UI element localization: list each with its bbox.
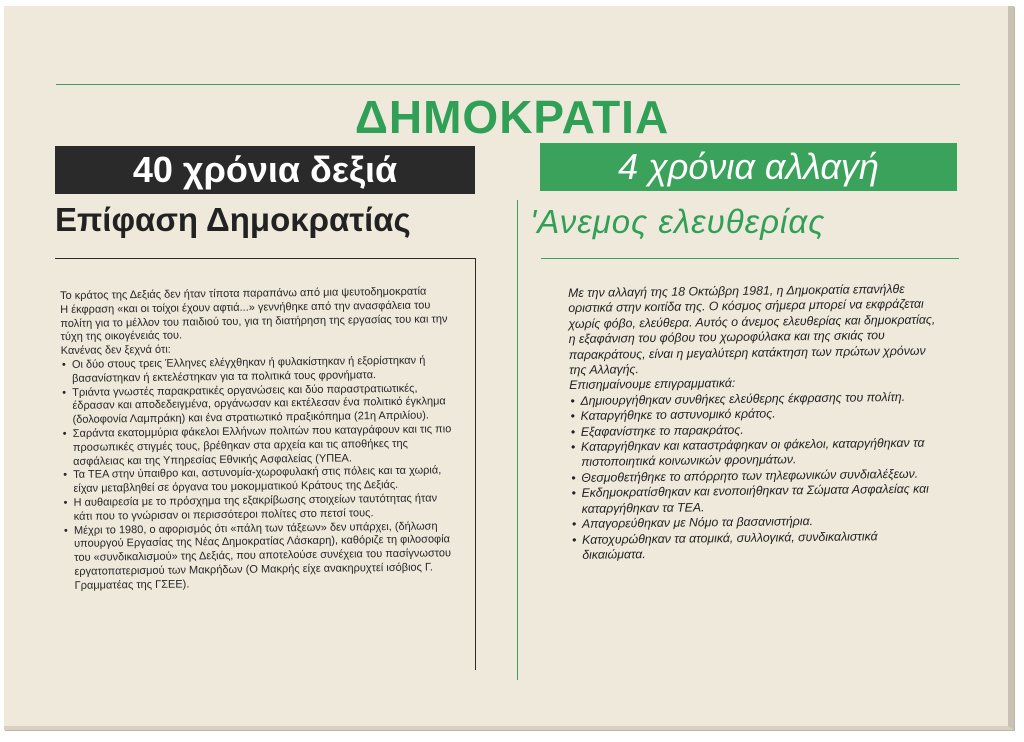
right-bullet-item: • Κατοχυρώθηκαν τα ατομικά, συλλογικά, συνδικαλιστικά δικαιώματα. — [571, 528, 943, 563]
left-bullet-item: • Τα ΤΕΑ στην ύπαιθρο και, αστυνομία-χωροφυλακή στις πόλεις και τα χωριά, είχαν μεταβληθεί σε όργανα του μοκομματικού Κράτους της Δεξιάς. — [62, 465, 457, 497]
left-column-text — [60, 285, 459, 593]
left-column-rule — [475, 258, 476, 670]
top-rule — [56, 84, 960, 85]
right-intro-paragraph: Με την αλλαγή της 18 Οκτώβρη 1981, η Δημοκρατία επανήλθε οριστικά στην κοιτίδα της. Ο κόσμος σήμερα μπορεί να εκφράζεται χωρίς φόβο, ελεύθερα. Αυτός ο άνεμος ελευθερίας και δημοκρατίας, η εξαφάνιση του φόβου του χωροφύλακα και της σκιάς του παρακράτους, είναι η μεγαλύτερη κατάκτηση των πρώτων χρόνων της Αλλαγής. — [568, 281, 936, 378]
right-bullet-item: • Δημιουργήθηκαν συνθήκες ελεύθερης έκφρασης του πολίτη. — [569, 389, 941, 409]
right-bullet-item: • Εξαφανίστηκε το παρακράτος. — [570, 420, 942, 440]
right-column-text — [568, 281, 943, 563]
left-bullet-list — [61, 354, 459, 593]
left-subtitle: Επίφαση Δημοκρατίας — [55, 201, 411, 238]
left-bullet-item: • Τριάντα γνωστές παρακρατικές οργανώσεις και δύο παραστρατιωτικές, έδρασαν και αποδεδειγμένα, οργάνωσαν και εκτέλεσαν ένα πολιτικό έγκλημα (δολοφονία Λαμπράκη) και ένα στρατιωτικό πραξικόπημα (21η Απριλίου). — [61, 382, 456, 428]
right-bullet-item: • Καταργήθηκαν και καταστράφηκαν οι φάκελοι, καταργήθηκαν τα πιστοποιητικά κοινωνικών φρονημάτων. — [570, 436, 942, 471]
left-bullet-item: • Η αυθαιρεσία με το πρόσχημα της εξακρίβωσης στοιχείων ταυτότητας ήταν κάτι που το γνώρισαν οι περισσότεροι πολίτες στο πετσί τους. — [63, 492, 458, 524]
left-intro-paragraph: Το κράτος της Δεξιάς δεν ήταν τίποτα παραπάνω από μια ψευτοδημοκρατία — [60, 285, 427, 302]
left-intro-paragraph: Κανένας δεν ξεχνά ότι: — [60, 343, 171, 358]
left-intro-paragraph: Η έκφραση «και οι τοίχοι έχουν αφτιά...» γεννήθηκε από την ανασφάλεια του πολίτη για το μέλλον του παιδιού του, για τη διατήρηση της εργασίας του και την τύχη της οικογένειάς του. — [60, 299, 448, 344]
right-bullet-item: • Εκδημοκρατίσθηκαν και ενοποιήθηκαν τα Σώματα Ασφαλείας και καταργήθηκαν τα ΤΕΑ. — [570, 482, 942, 517]
right-subtitle: 'Ανεμος ελευθερίας — [530, 203, 826, 240]
left-bullet-item: • Οι δύο στους τρεις Έλληνες ελέγχθηκαν ή φυλακίστηκαν ή εξορίστηκαν ή βασανίστηκαν ή εκτελέστηκαν για τα πολιτικά τους φρονήματα. — [61, 354, 456, 386]
left-header-rule — [55, 258, 476, 259]
right-banner: 4 χρόνια αλλαγή — [540, 143, 957, 191]
right-lead-line: Επισημαίνουμε επιγραμματικά: — [569, 376, 736, 393]
right-column-rule — [517, 200, 518, 680]
right-bullet-list — [569, 389, 943, 563]
left-bullet-item: • Σαράντα εκατομμύρια φάκελοι Ελλήνων πολιτών που καταγράφουν και τις πιο προσωπικές στιγμές τους, βρέθηκαν στα αρχεία και τις αποθήκες της ασφάλειας και της Υπηρεσίας Εθνικής Ασφαλείας (ΥΠΕΑ. — [62, 423, 457, 469]
left-bullet-item: • Μέχρι το 1980, ο αφορισμός ότι «πάλη των τάξεων» δεν υπάρχει, (δήλωση υπουργού Εργασίας της Νέας Δημοκρατίας Λάσκαρη), καθόριζε τη φιλοσοφία του «συνδικαλισμού» της Δεξιάς, που αποτελούσε συνέχεια του πασίγνωστου εργατοπατερισμού των Μακρήδων (Ο Μακρής είχε ανακηρυχτεί ισόβιος Γ. Γραμματέας της ΓΣΕΕ). — [63, 520, 459, 594]
right-header-rule — [541, 258, 959, 259]
right-bullet-item: • Θεσμοθετήθηκε το απόρρητο των τηλεφωνικών συνδιαλέξεων. — [570, 466, 942, 486]
right-bullet-item: • Απαγορεύθηκαν με Νόμο τα βασανιστήρια. — [571, 513, 943, 533]
right-bullet-item: • Καταργήθηκε το αστυνομικό κράτος. — [570, 405, 942, 425]
masthead-title: ΔΗΜΟΚΡΑΤΙΑ — [354, 91, 670, 143]
left-banner: 40 χρόνια δεξιά — [55, 146, 475, 194]
